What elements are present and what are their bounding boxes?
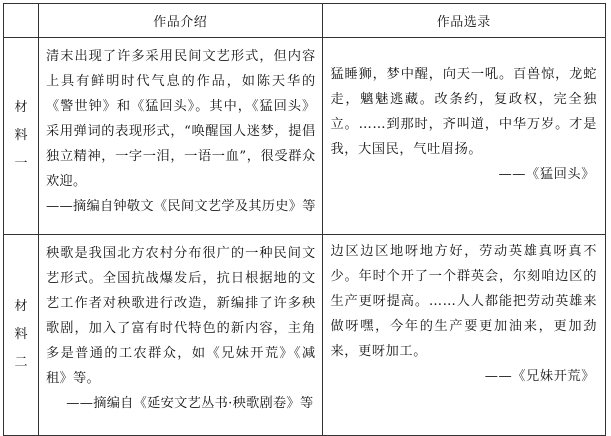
material-2-excerpt-source: ——《兄妹开荒》 [484,369,595,384]
material-2-label: 材 料 二 [4,235,39,436]
material-2-intro-cell [39,235,323,436]
materials-table [3,3,606,436]
header-blank-cell [4,4,39,38]
material-1-intro-text: 清末出现了许多采用民间文艺形式，但内容上具有鲜明时代气息的作品，如陈天华的《警世钟》和《猛回头》。其中，《猛回头》采用弹词的表现形式，“唤醒国人迷梦，提倡独立精神，一字一泪，一语一血”，很受群众欢迎。 [46,49,316,189]
material-1-intro-source: ——摘编自钟敬文《民间文艺学及其历史》等 [46,199,316,214]
material-1-excerpt-cell [322,38,606,235]
material-1-excerpt-source: ——《猛回头》 [498,167,595,182]
material-2-intro-source: ——摘编自《延安文艺丛书·秧歌剧卷》等 [66,396,314,411]
table-header-row [4,4,606,38]
table-row-material-1 [4,38,606,235]
material-1-excerpt-text: 猛睡狮，梦中醒，向天一吼。百兽惊，龙蛇走，魑魅逃藏。改条约，复政权，完全独立。……到那时，齐叫道，中华万岁。才是我，大国民，气吐眉扬。 [330,67,597,157]
material-2-excerpt-cell [322,235,606,436]
material-2-intro-text: 秧歌是我国北方农村分布很广的一种民间文艺形式。全国抗战爆发后，抗日根据地的文艺工作者对秧歌进行改造，新编排了许多秧歌剧，加入了富有时代特色的新内容，主角多是普通的工农群众，如《兄妹开荒》《减租》等。 [46,246,316,386]
material-2-excerpt-text: 边区边区地呀地方好，劳动英雄真呀真不少。年时个开了一个群英会，尔刻咱边区的生产更呀提高。……人人都能把劳动英雄来做呀嘿，今年的生产要更加油来，更加劲来，更呀加工。 [330,244,597,359]
header-intro: 作品介绍 [39,4,323,38]
header-excerpt: 作品选录 [322,4,606,38]
material-1-intro-cell [39,38,323,235]
table-row-material-2 [4,235,606,436]
material-1-label: 材 料 一 [4,38,39,235]
